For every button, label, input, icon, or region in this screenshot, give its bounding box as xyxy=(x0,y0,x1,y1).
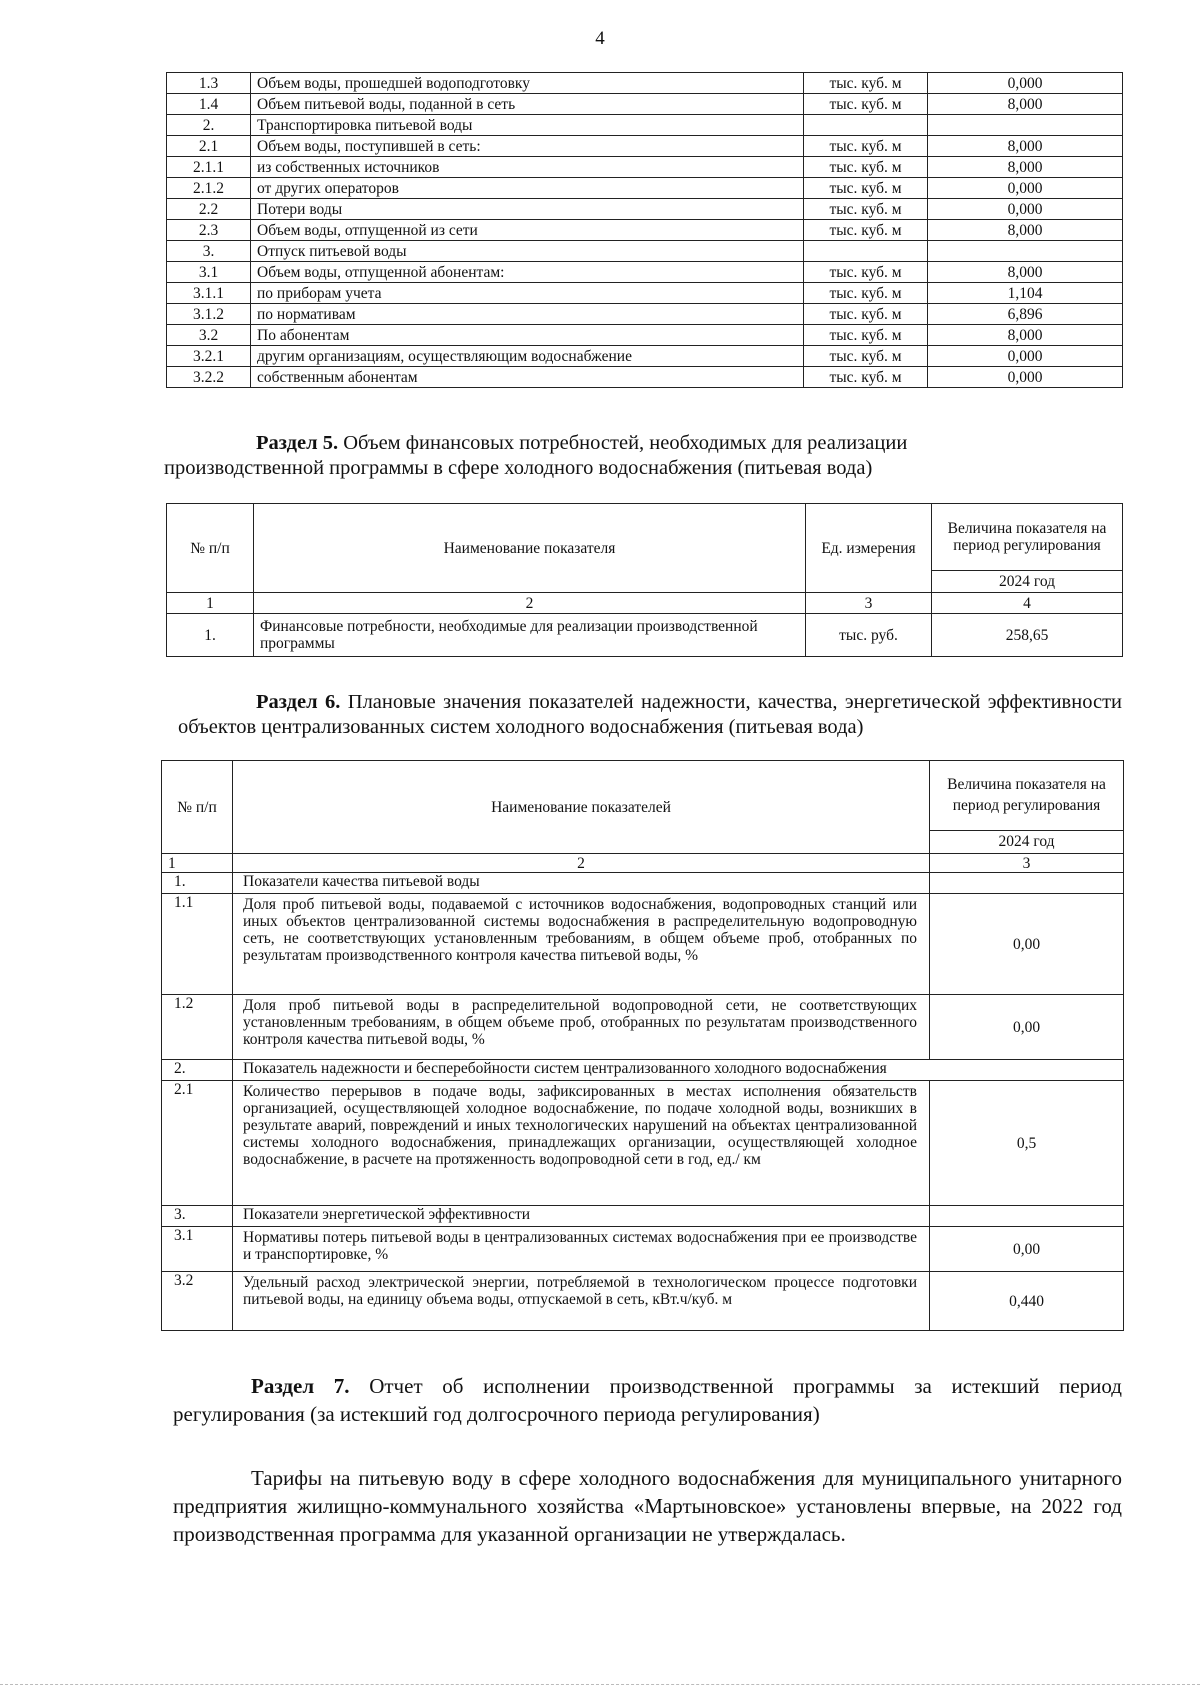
header-num: № п/п xyxy=(167,504,254,593)
colnum-2: 2 xyxy=(254,593,806,614)
cell-value: 0,000 xyxy=(928,346,1123,367)
header-year: 2024 год xyxy=(932,571,1123,593)
cell-value: 0,000 xyxy=(928,73,1123,94)
cell-num: 3.2.2 xyxy=(167,367,251,388)
cell-name: другим организациям, осуществляющим водоснабжение xyxy=(251,346,804,367)
cell-value: 0,5 xyxy=(930,1081,1124,1206)
cell-value: 1,104 xyxy=(928,283,1123,304)
cell-name: Количество перерывов в подаче воды, зафиксированных в местах исполнения обязательств организацией, осуществляющей холодное водоснабжение, по подаче холодной воды, возникших в результате аварий, повреждений и иных технологических нарушений на объектах централизованной системы холодного водоснабжения, принадлежащих организации, осуществляющей холодное водоснабжение, в расчете на протяженность водопроводной сети в год, ед./ км xyxy=(233,1081,930,1206)
section5-title-line1: Объем финансовых потребностей, необходимых для реализации xyxy=(343,432,908,454)
row-value: 258,65 xyxy=(932,614,1123,657)
cell-name: Показатели энергетической эффективности xyxy=(233,1206,930,1227)
cell-name: Объем воды, поступившей в сеть: xyxy=(251,136,804,157)
table-row xyxy=(167,325,1123,346)
cell-num: 2.1.2 xyxy=(167,178,251,199)
header-value: Величина показателя на период регулирования xyxy=(930,761,1124,831)
cell-num: 3.1.2 xyxy=(167,304,251,325)
colnum-1: 1 xyxy=(162,854,233,873)
closing-paragraph xyxy=(173,1464,1122,1548)
header-num: № п/п xyxy=(162,761,233,854)
cell-value xyxy=(928,241,1123,262)
cell-value xyxy=(928,115,1123,136)
cell-unit: тыс. куб. м xyxy=(804,136,928,157)
indicators-table xyxy=(161,760,1124,1331)
cell-name: по нормативам xyxy=(251,304,804,325)
table-row xyxy=(162,1060,1124,1081)
table-row xyxy=(162,1272,1124,1331)
table-row xyxy=(167,115,1123,136)
cell-name: Объем воды, прошедшей водоподготовку xyxy=(251,73,804,94)
colnum-4: 4 xyxy=(932,593,1123,614)
section5-label: Раздел 5. xyxy=(256,432,339,454)
cell-name: По абонентам xyxy=(251,325,804,346)
cell-unit xyxy=(804,115,928,136)
cell-value: 0,00 xyxy=(930,995,1124,1060)
section7-label: Раздел 7. xyxy=(251,1374,350,1398)
cell-unit: тыс. куб. м xyxy=(804,178,928,199)
cell-value: 8,000 xyxy=(928,94,1123,115)
table-row xyxy=(162,1227,1124,1272)
table-row xyxy=(167,241,1123,262)
section6-label: Раздел 6. xyxy=(256,691,341,713)
header-name: Наименование показателя xyxy=(254,504,806,593)
cell-num: 3. xyxy=(167,241,251,262)
row-unit: тыс. руб. xyxy=(806,614,932,657)
cell-name: Нормативы потерь питьевой воды в централизованных системах водоснабжения при ее производстве и транспортировке, % xyxy=(233,1227,930,1272)
cell-unit: тыс. куб. м xyxy=(804,283,928,304)
table-row xyxy=(167,283,1123,304)
cell-name: Транспортировка питьевой воды xyxy=(251,115,804,136)
section5-heading xyxy=(164,431,1122,481)
cell-num: 2.1 xyxy=(167,136,251,157)
cell-name: Объем питьевой воды, поданной в сеть xyxy=(251,94,804,115)
cell-unit: тыс. куб. м xyxy=(804,367,928,388)
cell-num: 3.1 xyxy=(167,262,251,283)
table-row xyxy=(167,304,1123,325)
cell-unit: тыс. куб. м xyxy=(804,304,928,325)
table-row xyxy=(167,346,1123,367)
cell-value: 0,440 xyxy=(930,1272,1124,1331)
water-volume-table xyxy=(166,72,1123,388)
cell-name: Объем воды, отпущенной из сети xyxy=(251,220,804,241)
cell-value: 6,896 xyxy=(928,304,1123,325)
cell-value: 8,000 xyxy=(928,325,1123,346)
cell-num: 2.2 xyxy=(167,199,251,220)
cell-value: 8,000 xyxy=(928,157,1123,178)
cell-num: 2.1.1 xyxy=(167,157,251,178)
cell-num: 3.2 xyxy=(167,325,251,346)
table-row xyxy=(162,995,1124,1060)
table-row xyxy=(167,136,1123,157)
cell-unit xyxy=(804,241,928,262)
section6-heading xyxy=(178,690,1122,740)
cell-name: от других операторов xyxy=(251,178,804,199)
cell-name: Удельный расход электрической энергии, потребляемой в технологическом процессе подготовки питьевой воды, на единицу объема воды, отпускаемой в сеть, кВт.ч/куб. м xyxy=(233,1272,930,1331)
cell-num: 3.2.1 xyxy=(167,346,251,367)
table-row xyxy=(162,894,1124,995)
cell-value: 8,000 xyxy=(928,262,1123,283)
cell-unit: тыс. куб. м xyxy=(804,73,928,94)
cell-value: 8,000 xyxy=(928,220,1123,241)
cell-num: 1.1 xyxy=(162,894,233,995)
row-name: Финансовые потребности, необходимые для реализации производственной программы xyxy=(254,614,806,657)
cell-value: 0,000 xyxy=(928,178,1123,199)
cell-unit: тыс. куб. м xyxy=(804,157,928,178)
cell-num: 2.1 xyxy=(162,1081,233,1206)
cell-name: Показатели качества питьевой воды xyxy=(233,873,930,894)
section7-title: Отчет об исполнении производственной программы за истекший период регулирования (за истекший год долгосрочного периода регулирования) xyxy=(173,1374,1122,1426)
table-row xyxy=(167,94,1123,115)
cell-value xyxy=(930,1206,1124,1227)
cell-num: 2. xyxy=(167,115,251,136)
financial-needs-table xyxy=(166,503,1123,657)
cell-num: 3. xyxy=(162,1206,233,1227)
header-value: Величина показателя на период регулирования xyxy=(932,504,1123,571)
table-row xyxy=(167,220,1123,241)
cell-num: 3.1 xyxy=(162,1227,233,1272)
cell-unit: тыс. куб. м xyxy=(804,346,928,367)
cell-name: Доля проб питьевой воды в распределительной водопроводной сети, не соответствующих установленным требованиям, в общем объеме проб, отобранных по результатам производственного контроля качества питьевой воды, % xyxy=(233,995,930,1060)
cell-name: из собственных источников xyxy=(251,157,804,178)
cell-num: 1.3 xyxy=(167,73,251,94)
cell-unit: тыс. куб. м xyxy=(804,325,928,346)
cell-name: Отпуск питьевой воды xyxy=(251,241,804,262)
colnum-3: 3 xyxy=(806,593,932,614)
table-row xyxy=(167,262,1123,283)
cell-value: 0,000 xyxy=(928,199,1123,220)
cell-unit: тыс. куб. м xyxy=(804,220,928,241)
page-number: 4 xyxy=(595,28,605,49)
cell-value xyxy=(930,873,1124,894)
cell-num: 1. xyxy=(162,873,233,894)
cell-value: 0,000 xyxy=(928,367,1123,388)
cell-name: по приборам учета xyxy=(251,283,804,304)
section6-title: Плановые значения показателей надежности, качества, энергетической эффективности объектов централизованных систем холодного водоснабжения (питьевая вода) xyxy=(178,691,1122,738)
table-row xyxy=(167,178,1123,199)
cell-value: 8,000 xyxy=(928,136,1123,157)
section5-title-line2: производственной программы в сфере холодного водоснабжения (питьевая вода) xyxy=(164,457,873,479)
colnum-1: 1 xyxy=(167,593,254,614)
colnum-2: 2 xyxy=(233,854,930,873)
cell-name: собственным абонентам xyxy=(251,367,804,388)
table-row xyxy=(167,367,1123,388)
cell-name: Показатель надежности и бесперебойности систем централизованного холодного водоснабжения xyxy=(233,1060,1124,1081)
table-row xyxy=(167,157,1123,178)
scan-edge xyxy=(0,1684,1200,1685)
header-year: 2024 год xyxy=(930,830,1124,853)
cell-unit: тыс. куб. м xyxy=(804,199,928,220)
cell-name: Потери воды xyxy=(251,199,804,220)
cell-num: 3.1.1 xyxy=(167,283,251,304)
table-row xyxy=(167,73,1123,94)
header-unit: Ед. измерения xyxy=(806,504,932,593)
cell-num: 3.2 xyxy=(162,1272,233,1331)
cell-num: 2.3 xyxy=(167,220,251,241)
table-row xyxy=(162,1081,1124,1206)
cell-num: 2. xyxy=(162,1060,233,1081)
cell-value: 0,00 xyxy=(930,894,1124,995)
closing-text: Тарифы на питьевую воду в сфере холодного водоснабжения для муниципального унитарного предприятия жилищно-коммунального хозяйства «Мартыновское» установлены впервые, на 2022 год производственная программа для указанной организации не утверждалась. xyxy=(173,1466,1122,1546)
colnum-3: 3 xyxy=(930,854,1124,873)
cell-unit: тыс. куб. м xyxy=(804,262,928,283)
header-name: Наименование показателей xyxy=(233,761,930,854)
table-row xyxy=(167,199,1123,220)
cell-unit: тыс. куб. м xyxy=(804,94,928,115)
table-row xyxy=(162,1206,1124,1227)
cell-name: Доля проб питьевой воды, подаваемой с источников водоснабжения, водопроводных станций или иных объектов централизованной системы водоснабжения в распределительную водопроводную сеть, не соответствующих установленным требованиям, в общем объеме проб, отобранных по результатам производственного контроля качества питьевой воды, % xyxy=(233,894,930,995)
cell-value: 0,00 xyxy=(930,1227,1124,1272)
table-row xyxy=(162,873,1124,894)
cell-name: Объем воды, отпущенной абонентам: xyxy=(251,262,804,283)
cell-num: 1.4 xyxy=(167,94,251,115)
cell-num: 1.2 xyxy=(162,995,233,1060)
section7-heading xyxy=(173,1372,1122,1428)
row-num: 1. xyxy=(167,614,254,657)
